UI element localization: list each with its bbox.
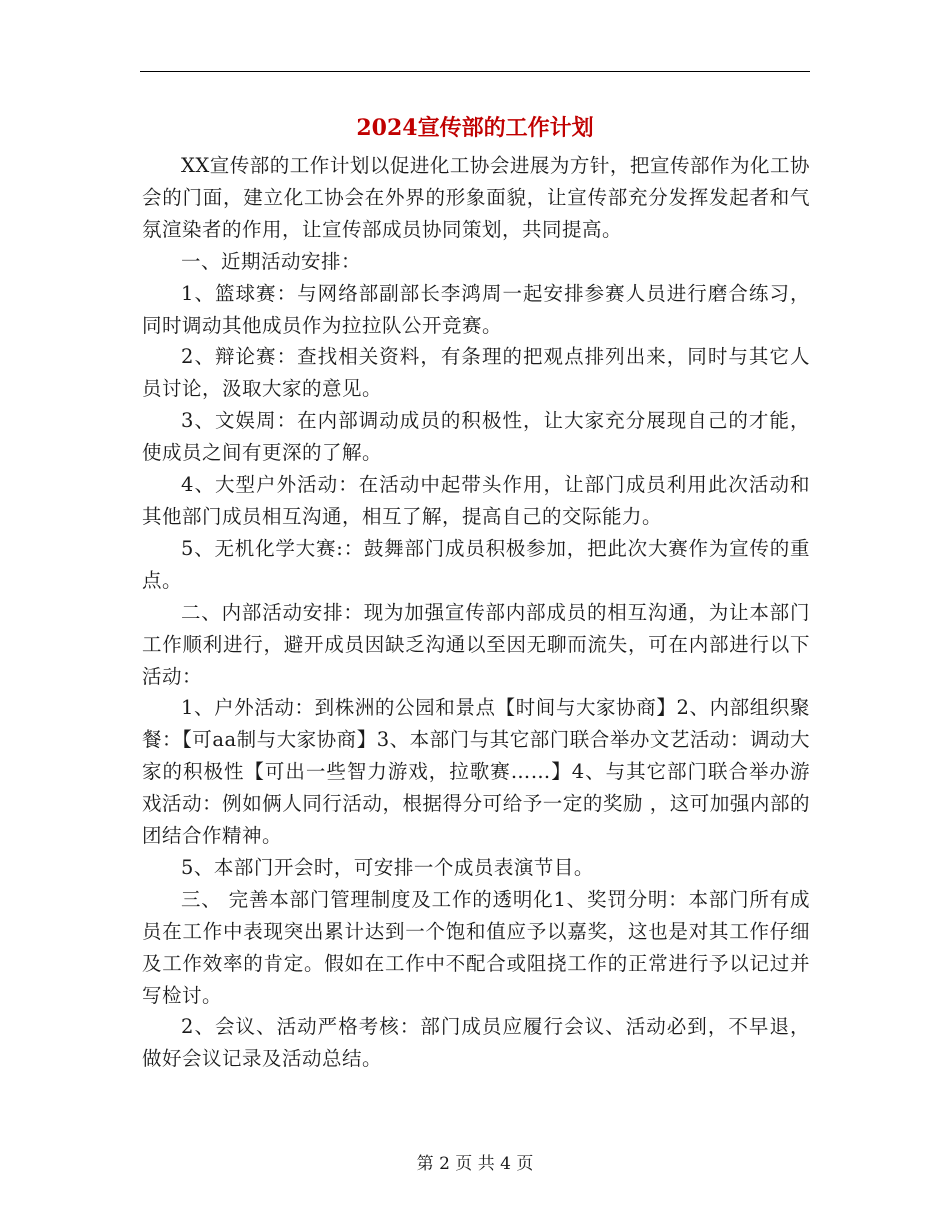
section-heading-recent-activities: 一、近期活动安排： [181, 249, 362, 273]
header-rule [140, 71, 810, 72]
page-number-footer: 第 2 页 共 4 页 [416, 1154, 534, 1174]
list-item-internal-activities: 1、户外活动：到株洲的公园和景点【时间与大家协商】2、内部组织聚餐：【可aa制与大家协商】3、本部门与其它部门联合举办文艺活动：调动大家的积极性【可出一些智力游戏，拉歌赛……】4、与其它部门联合举办游戏活动：例如俩人同行活动，根据得分可给予一定的奖励 ，这可加强内部的团结合作精神。 [142, 696, 810, 848]
list-item-debate: 2、辩论赛：查找相关资料，有条理的把观点排列出来，同时与其它人员讨论，汲取大家的意见。 [142, 345, 810, 401]
intro-paragraph: XX宣传部的工作计划以促进化工协会进展为方针，把宣传部作为化工协会的门面，建立化工协会在外界的形象面貌，让宣传部充分发挥发起者和气氛渲染者的作用，让宣传部成员协同策划，共同提高。 [142, 154, 810, 241]
document-body [142, 150, 810, 1075]
list-item-outdoor-activity: 4、大型户外活动：在活动中起带头作用，让部门成员利用此次活动和其他部门成员相互沟通，相互了解，提高自己的交际能力。 [142, 473, 810, 528]
list-item-chemistry-contest: 5、无机化学大赛:：鼓舞部门成员积极参加，把此次大赛作为宣传的重点。 [142, 536, 810, 592]
section-heading-internal-activities: 二、内部活动安排：现为加强宣传部内部成员的相互沟通，为让本部门工作顺利进行，避开成员因缺乏沟通以至因无聊而流失，可在内部进行以下活动： [142, 600, 810, 688]
section-heading-management: 三、 完善本部门管理制度及工作的透明化1、奖罚分明：本部门所有成员在工作中表现突出累计达到一个饱和值应予以嘉奖，这也是对其工作仔细及工作效率的肯定。假如在工作中不配合或阻挠工作的正常进行予以记过并写检讨。 [142, 887, 810, 1007]
list-item-basketball: 1、篮球赛：与网络部副部长李鸿周一起安排参赛人员进行磨合练习，同时调动其他成员作为拉拉队公开竞赛。 [142, 281, 810, 337]
list-item-entertainment-week: 3、文娱周：在内部调动成员的积极性，让大家充分展现自己的才能，使成员之间有更深的了解。 [142, 409, 810, 465]
list-item-meeting-assessment: 2、会议、活动严格考核：部门成员应履行会议、活动必到，不早退，做好会议记录及活动总结。 [142, 1015, 810, 1071]
list-item-meeting-performance: 5、本部门开会时，可安排一个成员表演节目。 [181, 855, 594, 879]
document-title: 2024宣传部的工作计划 [356, 115, 594, 141]
